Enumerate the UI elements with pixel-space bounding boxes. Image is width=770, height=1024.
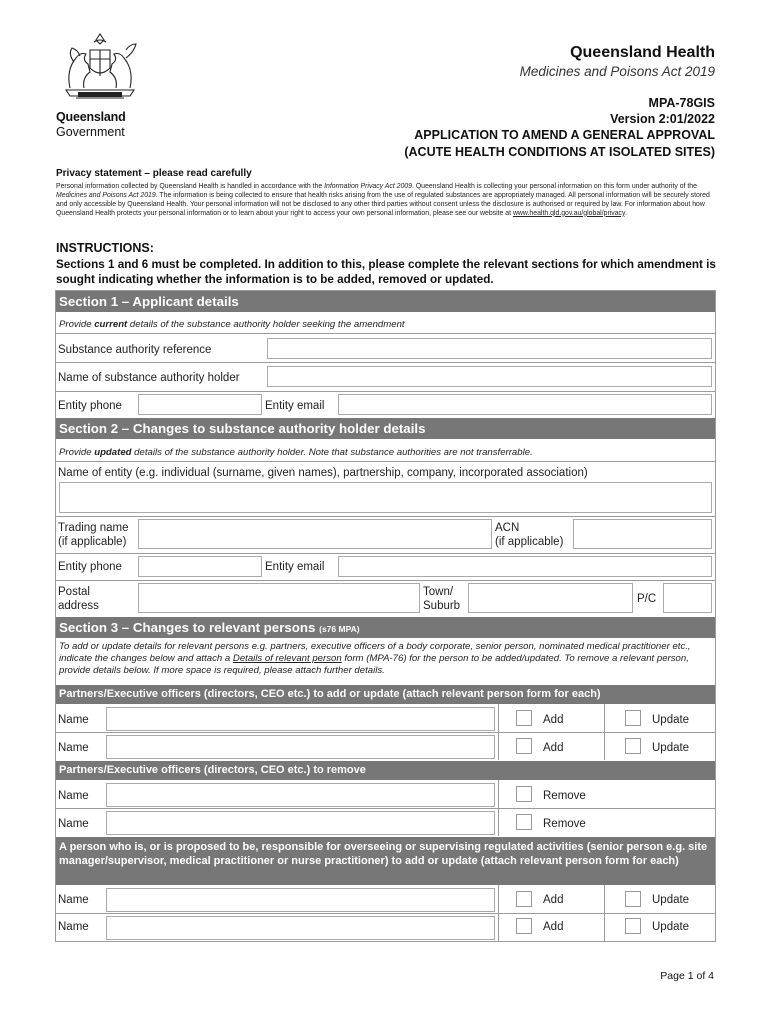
section3-note: To add or update details for relevant persons e.g. partners, executive officers of a body corporate, senior person, nominated medical practitioner etc., indicate the changes below and attach a Details of relevant person form (MPA-76) for the person to be added/updated. To remove a relevant person, provide details below. If more space is required, please attach further details. xyxy=(59,641,691,676)
section2-note: Provide updated details of the substance authority holder. Note that substance authorities are not transferrable. xyxy=(59,447,533,458)
senior-person-name-input[interactable] xyxy=(106,916,495,940)
section1-header: Section 1 – Applicant details xyxy=(56,291,715,312)
town-suburb-input[interactable] xyxy=(468,583,633,613)
partner-add-checkbox[interactable] xyxy=(516,738,532,754)
add-label: Add xyxy=(543,894,564,906)
trading-name-label: Trading name xyxy=(58,522,129,534)
page-number: Page 1 of 4 xyxy=(660,970,714,982)
section3-header: Section 3 – Changes to relevant persons (s76 MPA) xyxy=(56,617,715,638)
s1-entity-phone-label: Entity phone xyxy=(58,400,122,412)
partner-add-checkbox[interactable] xyxy=(516,710,532,726)
instructions-heading: INSTRUCTIONS: xyxy=(56,241,154,255)
remove-name-label: Name xyxy=(58,818,89,830)
remove-name-input[interactable] xyxy=(106,783,495,807)
section1-note: Provide current details of the substance authority holder seeking the amendment xyxy=(59,319,405,330)
coat-of-arms-icon xyxy=(60,28,140,106)
update-label: Update xyxy=(652,894,690,906)
add-label: Add xyxy=(543,714,564,726)
authority-holder-name-label: Name of substance authority holder xyxy=(58,372,240,384)
form-version: Version 2:01/2022 xyxy=(610,112,715,126)
acn-hint: (if applicable) xyxy=(495,536,564,548)
substance-authority-reference-label: Substance authority reference xyxy=(58,344,212,356)
postal-address-label2: address xyxy=(58,600,99,612)
acn-label: ACN xyxy=(495,522,520,534)
add-label: Add xyxy=(543,742,564,754)
entity-name-input[interactable] xyxy=(59,482,712,513)
s2-entity-phone-input[interactable] xyxy=(138,556,262,577)
senior-person-name-input[interactable] xyxy=(106,888,495,912)
remove-label: Remove xyxy=(543,790,586,802)
senior-person-header: A person who is, or is proposed to be, responsible for overseeing or supervising regulated activities (senior person e.g. site manager/supervisor, medical practitioner or nurse practitioner) to add or update (attach relevant person form for each) xyxy=(56,837,715,885)
form-code: MPA-78GIS xyxy=(648,96,715,110)
town-suburb-label: Town/ xyxy=(423,586,454,598)
senior-person-name-label: Name xyxy=(58,921,89,933)
senior-add-checkbox[interactable] xyxy=(516,891,532,907)
partner-name-input[interactable] xyxy=(106,707,495,731)
senior-person-name-label: Name xyxy=(58,894,89,906)
add-label: Add xyxy=(543,921,564,933)
s1-entity-email-label: Entity email xyxy=(265,400,325,412)
org-name: Queensland Health xyxy=(570,44,715,61)
senior-add-checkbox[interactable] xyxy=(516,918,532,934)
logo-government: Government xyxy=(56,125,125,139)
substance-authority-reference-input[interactable] xyxy=(267,338,712,359)
s2-entity-phone-label: Entity phone xyxy=(58,561,122,573)
update-label: Update xyxy=(652,921,690,933)
update-label: Update xyxy=(652,742,690,754)
postcode-input[interactable] xyxy=(663,583,712,613)
remove-checkbox[interactable] xyxy=(516,786,532,802)
acn-input[interactable] xyxy=(573,519,712,549)
s1-entity-phone-input[interactable] xyxy=(138,394,262,415)
partners-add-update-header: Partners/Executive officers (directors, CEO etc.) to add or update (attach relevant person form for each) xyxy=(56,685,715,704)
partner-name-label: Name xyxy=(58,742,89,754)
instructions-body: Sections 1 and 6 must be completed. In addition to this, please complete the relevant sections for which amendment is sought indicating whether the information is to be added, removed or updated. xyxy=(56,258,716,286)
privacy-statement: Personal information collected by Queensland Health is handled in accordance with the Information Privacy Act 2009. Queensland Health is collecting your personal information on this form under authority of the Medicines and Poisons Act 2019. The information is being collected to ensure that health risks arising from the use of regulated substances are appropriately managed. All personal information will be securely stored and only accessible by Queensland Health. Your personal information will not be disclosed to any other third parties without consent unless the disclosure is authorised or required by law. For information about how Queensland Health protects your personal information or to learn about your right to access your own personal information, please see our website at www.health.qld.gov.au/global/privacy. xyxy=(56,183,710,217)
senior-update-checkbox[interactable] xyxy=(625,891,641,907)
remove-name-input[interactable] xyxy=(106,811,495,835)
postal-address-label: Postal xyxy=(58,586,90,598)
partner-name-label: Name xyxy=(58,714,89,726)
remove-checkbox[interactable] xyxy=(516,814,532,830)
partners-remove-header: Partners/Executive officers (directors, CEO etc.) to remove xyxy=(56,761,715,780)
form-title-line1: APPLICATION TO AMEND A GENERAL APPROVAL xyxy=(414,128,715,142)
town-suburb-label2: Suburb xyxy=(423,600,461,612)
postcode-label: P/C xyxy=(637,593,657,605)
partner-update-checkbox[interactable] xyxy=(625,738,641,754)
entity-name-label: Name of entity (e.g. individual (surname, given names), partnership, company, incorporated association) xyxy=(58,467,588,479)
remove-label: Remove xyxy=(543,818,586,830)
authority-holder-name-input[interactable] xyxy=(267,366,712,387)
form-title-line2: (ACUTE HEALTH CONDITIONS AT ISOLATED SITES) xyxy=(404,145,715,159)
update-label: Update xyxy=(652,714,690,726)
partner-update-checkbox[interactable] xyxy=(625,710,641,726)
s2-entity-email-label: Entity email xyxy=(265,561,325,573)
relevant-person-form-link[interactable]: Details of relevant person xyxy=(232,653,342,664)
logo-name: Queensland xyxy=(56,110,126,124)
privacy-heading: Privacy statement – please read carefully xyxy=(56,168,252,179)
privacy-link[interactable]: www.health.qld.gov.au/global/privacy xyxy=(512,209,625,217)
trading-name-input[interactable] xyxy=(138,519,492,549)
remove-name-label: Name xyxy=(58,790,89,802)
qld-government-logo xyxy=(52,28,152,140)
partner-name-input[interactable] xyxy=(106,735,495,759)
trading-name-hint: (if applicable) xyxy=(58,536,127,548)
postal-address-input[interactable] xyxy=(138,583,420,613)
act-name: Medicines and Poisons Act 2019 xyxy=(519,64,715,79)
application-form xyxy=(55,290,716,942)
s1-entity-email-input[interactable] xyxy=(338,394,712,415)
senior-update-checkbox[interactable] xyxy=(625,918,641,934)
section2-header: Section 2 – Changes to substance authority holder details xyxy=(56,418,715,439)
s2-entity-email-input[interactable] xyxy=(338,556,712,577)
